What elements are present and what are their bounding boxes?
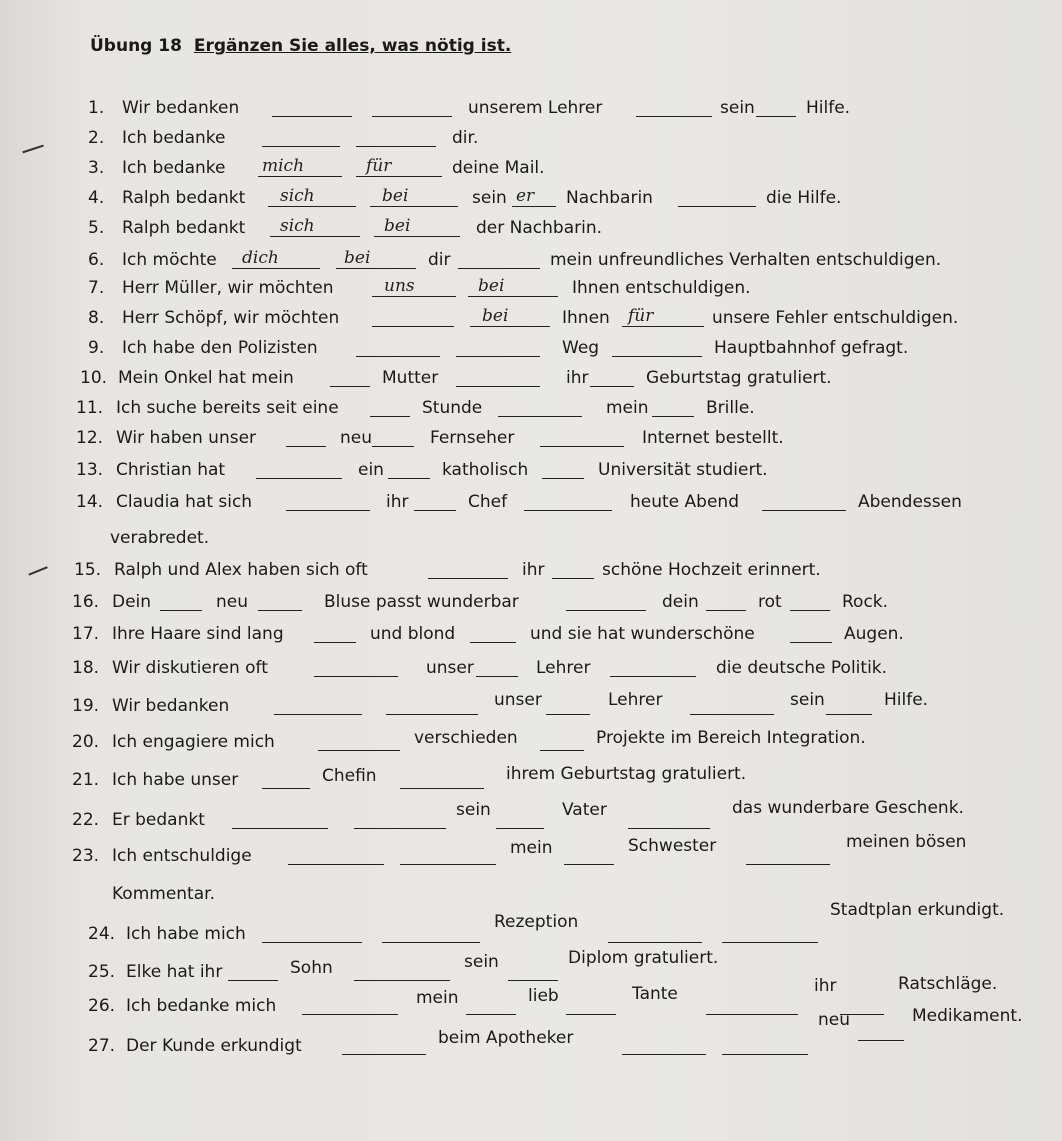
item-number: 14. — [76, 492, 104, 512]
blank-field[interactable] — [496, 810, 544, 829]
blank-field[interactable] — [608, 924, 702, 943]
item-number: 2. — [88, 128, 105, 148]
blank-field[interactable] — [302, 996, 398, 1015]
blank-field[interactable] — [826, 696, 872, 715]
item-text: sein — [720, 98, 755, 118]
item-text: Universität studiert. — [598, 460, 768, 480]
item-text: der Nachbarin. — [476, 218, 602, 238]
item-text: Ich bedanke — [122, 128, 226, 148]
item-text: Hilfe. — [806, 98, 851, 118]
item-text: die Hilfe. — [766, 188, 842, 208]
item-text: Augen. — [844, 624, 904, 644]
item-number: 26. — [88, 996, 116, 1016]
blank-field[interactable] — [272, 98, 352, 117]
item-text: Ich habe mich — [126, 924, 246, 944]
item-text: Ich suche bereits seit eine — [116, 398, 339, 418]
item-text: Ihnen — [562, 308, 610, 328]
item-text: beim Apotheker — [438, 1028, 574, 1048]
item-text: lieb — [528, 986, 559, 1006]
blank-field[interactable] — [356, 338, 440, 357]
item-number: 23. — [72, 846, 100, 866]
item-text: sein — [790, 690, 825, 710]
item-number: 10. — [80, 368, 108, 388]
blank-field[interactable] — [722, 924, 818, 943]
blank-field[interactable] — [622, 1036, 706, 1055]
blank-field[interactable] — [498, 398, 582, 417]
item-number: 9. — [88, 338, 105, 358]
item-text: unserem Lehrer — [468, 98, 603, 118]
item-text: ihrem Geburtstag gratuliert. — [506, 764, 747, 784]
item-text: Brille. — [706, 398, 755, 418]
item-text: ein — [358, 460, 384, 480]
handwritten-answer: bei — [478, 276, 505, 296]
handwritten-answer: mich — [262, 156, 305, 176]
item-text: Chefin — [322, 766, 377, 786]
item-text: Mein Onkel hat mein — [118, 368, 294, 388]
handwritten-answer: bei — [384, 216, 411, 236]
pencil-mark — [28, 566, 47, 575]
item-text: ihr — [814, 976, 837, 996]
item-text: Lehrer — [536, 658, 591, 678]
blank-field[interactable] — [372, 428, 414, 447]
item-text: Weg — [562, 338, 600, 358]
item-text: mein — [416, 988, 459, 1008]
blank-field[interactable] — [354, 810, 446, 829]
blank-field[interactable] — [466, 996, 516, 1015]
handwritten-answer: dich — [242, 248, 279, 268]
blank-field[interactable] — [428, 560, 508, 579]
blank-field[interactable] — [612, 338, 702, 357]
blank-field[interactable] — [400, 770, 484, 789]
item-text: Abendessen — [858, 492, 962, 512]
item-text: und blond — [370, 624, 456, 644]
item-text: Internet bestellt. — [642, 428, 784, 448]
item-text: Ich entschuldige — [112, 846, 252, 866]
blank-field[interactable] — [228, 962, 278, 981]
blank-field[interactable] — [386, 696, 478, 715]
blank-field[interactable] — [458, 250, 540, 269]
blank-field[interactable] — [722, 1036, 808, 1055]
item-text: Stadtplan erkundigt. — [830, 900, 1005, 920]
item-text: Bluse passt wunderbar — [324, 592, 519, 612]
item-text: Herr Müller, wir möchten — [122, 278, 334, 298]
item-text: dir. — [452, 128, 479, 148]
item-number: 21. — [72, 770, 100, 790]
item-text: Hilfe. — [884, 690, 929, 710]
item-text: sein — [472, 188, 507, 208]
item-text: Christian hat — [116, 460, 226, 480]
blank-field[interactable] — [330, 368, 370, 387]
blank-field[interactable] — [678, 188, 756, 207]
item-text: dir — [428, 250, 451, 270]
item-text: katholisch — [442, 460, 529, 480]
handwritten-answer: bei — [382, 186, 409, 206]
handwritten-answer: für — [628, 306, 654, 326]
blank-field[interactable] — [566, 592, 646, 611]
blank-field[interactable] — [566, 996, 616, 1015]
blank-field[interactable] — [508, 962, 558, 981]
blank-field[interactable] — [456, 368, 540, 387]
blank-field[interactable] — [542, 460, 584, 479]
blank-field[interactable] — [258, 592, 302, 611]
item-number: 25. — [88, 962, 116, 982]
item-text: Wir haben unser — [116, 428, 257, 448]
item-text: Kommentar. — [112, 884, 215, 904]
item-text: Rock. — [842, 592, 889, 612]
item-text: Ralph bedankt — [122, 188, 246, 208]
item-text: Geburtstag gratuliert. — [646, 368, 832, 388]
blank-field[interactable] — [372, 98, 452, 117]
item-text: meinen bösen — [846, 832, 967, 852]
item-number: 19. — [72, 696, 100, 716]
item-text: Elke hat ihr — [126, 962, 223, 982]
blank-field[interactable] — [372, 308, 454, 327]
handwritten-answer: für — [366, 156, 392, 176]
item-text: mein — [510, 838, 553, 858]
item-text: Lehrer — [608, 690, 663, 710]
item-text: Er bedankt — [112, 810, 205, 830]
blank-field[interactable] — [636, 98, 712, 117]
item-text: Diplom gratuliert. — [568, 948, 719, 968]
item-text: Sohn — [290, 958, 333, 978]
item-text: mein — [606, 398, 649, 418]
item-text: Wir bedanken — [122, 98, 240, 118]
item-text: verabredet. — [110, 528, 210, 548]
blank-field[interactable] — [652, 398, 694, 417]
exercise-number: Übung 18 — [90, 36, 182, 56]
item-number: 22. — [72, 810, 100, 830]
item-number: 3. — [88, 158, 105, 178]
item-text: Ich engagiere mich — [112, 732, 275, 752]
item-number: 20. — [72, 732, 100, 752]
blank-field[interactable] — [160, 592, 202, 611]
blank-field[interactable] — [790, 624, 832, 643]
blank-field[interactable] — [274, 696, 362, 715]
item-text: Ratschläge. — [898, 974, 998, 994]
blank-field[interactable] — [354, 962, 450, 981]
handwritten-answer: bei — [344, 248, 371, 268]
blank-field[interactable] — [858, 1022, 904, 1041]
blank-field[interactable] — [476, 658, 518, 677]
pencil-mark — [22, 145, 43, 153]
item-text: Ihre Haare sind lang — [112, 624, 284, 644]
item-text: Ich habe unser — [112, 770, 239, 790]
item-text: Ich habe den Polizisten — [122, 338, 318, 358]
item-number: 7. — [88, 278, 105, 298]
blank-field[interactable] — [756, 98, 796, 117]
item-number: 13. — [76, 460, 104, 480]
item-text: die deutsche Politik. — [716, 658, 888, 678]
blank-field[interactable] — [256, 460, 342, 479]
item-text: neu — [216, 592, 249, 612]
blank-field[interactable] — [314, 624, 356, 643]
item-text: Wir bedanken — [112, 696, 230, 716]
blank-field[interactable] — [262, 924, 362, 943]
item-text: unser — [494, 690, 542, 710]
item-number: 8. — [88, 308, 105, 328]
blank-field[interactable] — [370, 398, 410, 417]
item-number: 1. — [88, 98, 105, 118]
item-text: Medikament. — [912, 1006, 1023, 1026]
blank-field[interactable] — [286, 428, 326, 447]
blank-field[interactable] — [388, 460, 430, 479]
item-text: Ralph und Alex haben sich oft — [114, 560, 368, 580]
blank-field[interactable] — [706, 592, 746, 611]
item-number: 6. — [88, 250, 105, 270]
item-text: verschieden — [414, 728, 518, 748]
blank-field[interactable] — [262, 770, 310, 789]
item-text: Wir diskutieren oft — [112, 658, 268, 678]
item-number: 5. — [88, 218, 105, 238]
item-text: schöne Hochzeit erinnert. — [602, 560, 821, 580]
item-number: 27. — [88, 1036, 116, 1056]
blank-field[interactable] — [690, 696, 774, 715]
blank-field[interactable] — [382, 924, 480, 943]
item-text: unsere Fehler entschuldigen. — [712, 308, 959, 328]
item-text: Stunde — [422, 398, 483, 418]
item-text: Tante — [632, 984, 678, 1004]
item-number: 4. — [88, 188, 105, 208]
item-number: 24. — [88, 924, 116, 944]
blank-field[interactable] — [524, 492, 612, 511]
blank-field[interactable] — [610, 658, 696, 677]
item-text: Hauptbahnhof gefragt. — [714, 338, 909, 358]
blank-field[interactable] — [540, 428, 624, 447]
item-text: deine Mail. — [452, 158, 545, 178]
item-text: Chef — [468, 492, 508, 512]
handwritten-answer: uns — [384, 276, 415, 296]
blank-field[interactable] — [790, 592, 830, 611]
item-number: 17. — [72, 624, 100, 644]
item-text: Herr Schöpf, wir möchten — [122, 308, 340, 328]
item-number: 15. — [74, 560, 102, 580]
item-text: ihr — [566, 368, 589, 388]
item-text: Ralph bedankt — [122, 218, 246, 238]
blank-field[interactable] — [356, 128, 436, 147]
exercise-task: Ergänzen Sie alles, was nötig ist. — [193, 36, 512, 56]
item-text: rot — [758, 592, 782, 612]
blank-field[interactable] — [762, 492, 846, 511]
item-text: Mutter — [382, 368, 439, 388]
blank-field[interactable] — [564, 846, 614, 865]
item-text: neu — [818, 1010, 851, 1030]
blank-field[interactable] — [706, 996, 798, 1015]
item-text: Der Kunde erkundigt — [126, 1036, 302, 1056]
blank-field[interactable] — [628, 810, 710, 829]
item-number: 11. — [76, 398, 104, 418]
blank-field[interactable] — [288, 846, 384, 865]
item-text: Projekte im Bereich Integration. — [596, 728, 866, 748]
handwritten-answer: sich — [280, 186, 315, 206]
handwritten-answer: sich — [280, 216, 315, 236]
item-number: 12. — [76, 428, 104, 448]
item-text: Vater — [562, 800, 607, 820]
item-text: sein — [456, 800, 491, 820]
item-text: Ihnen entschuldigen. — [572, 278, 751, 298]
item-text: ihr — [386, 492, 409, 512]
blank-field[interactable] — [590, 368, 634, 387]
blank-field[interactable] — [318, 732, 400, 751]
blank-field[interactable] — [456, 338, 540, 357]
blank-field[interactable] — [400, 846, 496, 865]
item-text: heute Abend — [630, 492, 739, 512]
blank-field[interactable] — [470, 624, 516, 643]
blank-field[interactable] — [552, 560, 594, 579]
item-text: Dein — [112, 592, 152, 612]
item-text: Schwester — [628, 836, 717, 856]
item-text: und sie hat wunderschöne — [530, 624, 755, 644]
handwritten-answer: bei — [482, 306, 509, 326]
item-text: Claudia hat sich — [116, 492, 253, 512]
item-text: Fernseher — [430, 428, 515, 448]
item-text: ihr — [522, 560, 545, 580]
handwritten-answer: er — [516, 186, 535, 206]
blank-field[interactable] — [546, 696, 590, 715]
item-text: neu — [340, 428, 373, 448]
item-text: Ich bedanke — [122, 158, 226, 178]
blank-field[interactable] — [262, 128, 340, 147]
item-text: Ich möchte — [122, 250, 217, 270]
item-text: mein unfreundliches Verhalten entschuldigen. — [550, 250, 942, 270]
blank-field[interactable] — [232, 810, 328, 829]
blank-field[interactable] — [746, 846, 830, 865]
item-text: unser — [426, 658, 474, 678]
blank-field[interactable] — [342, 1036, 426, 1055]
item-text: dein — [662, 592, 699, 612]
item-text: sein — [464, 952, 499, 972]
blank-field[interactable] — [286, 492, 370, 511]
blank-field[interactable] — [314, 658, 398, 677]
item-number: 18. — [72, 658, 100, 678]
item-text: das wunderbare Geschenk. — [732, 798, 964, 818]
item-number: 16. — [72, 592, 100, 612]
blank-field[interactable] — [540, 732, 584, 751]
item-text: Ich bedanke mich — [126, 996, 277, 1016]
blank-field[interactable] — [414, 492, 456, 511]
exercise-title — [90, 36, 511, 56]
item-text: Rezeption — [494, 912, 579, 932]
item-text: Nachbarin — [566, 188, 653, 208]
